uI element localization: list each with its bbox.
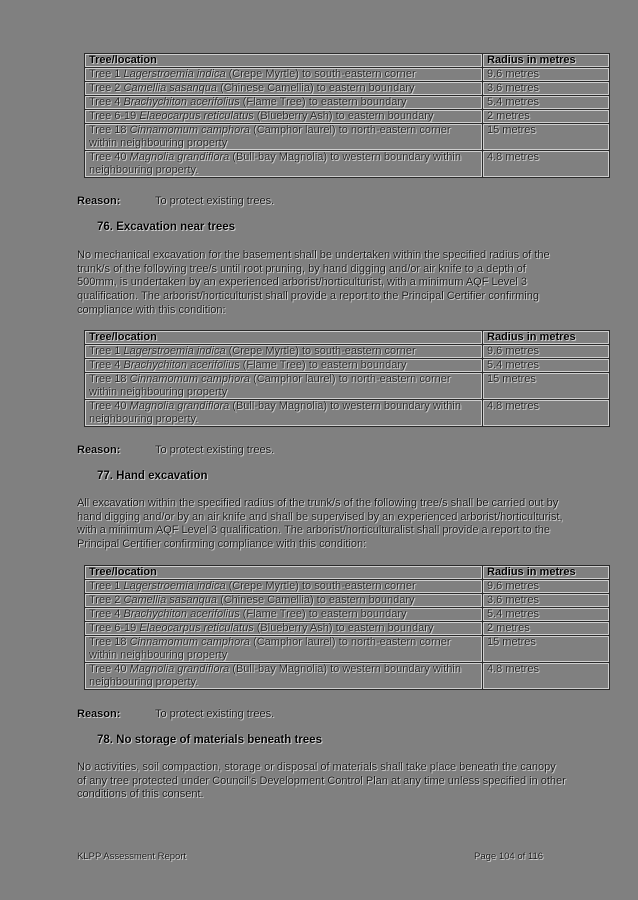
tree-id: Tree 1 (89, 345, 124, 357)
tree-location: (Flame Tree) to eastern boundary (239, 359, 407, 371)
radius-cell: 15 metres (483, 636, 610, 663)
column-header-tree-location: Tree/location (85, 566, 483, 580)
tree-location: (Bull-bay Magnolia) to western boundary within neighbouring property. (89, 663, 461, 688)
footer-page-number: Page 104 of 116 (474, 851, 544, 862)
radius-cell: 4.8 metres (483, 663, 610, 690)
scientific-name: Cinnamomum camphora (129, 636, 250, 648)
table-row (85, 110, 610, 124)
scientific-name: Elaeocarpus reticulatus (139, 622, 254, 634)
reason-line (77, 708, 274, 720)
column-header-tree-location: Tree/location (85, 331, 483, 345)
scientific-name: Magnolia grandiflora (129, 400, 230, 412)
table-row (85, 359, 610, 373)
scientific-name: Lagerstroemia indica (123, 68, 226, 80)
table-header-row (85, 54, 610, 68)
tree-id: Tree 4 (89, 359, 124, 371)
scientific-name: Brachychiton acerifolius (123, 96, 240, 108)
scientific-name: Cinnamomum camphora (129, 373, 250, 385)
scientific-name: Brachychiton acerifolius (123, 608, 240, 620)
reason-text: To protect existing trees. (155, 708, 275, 720)
scientific-name: Camellia sasanqua (123, 594, 218, 606)
table-row (85, 345, 610, 359)
table-header-row (85, 566, 610, 580)
tree-location: (Blueberry Ash) to eastern boundary (253, 110, 434, 122)
tree-id: Tree 6-19 (89, 622, 140, 634)
section-heading-78: 78. No storage of materials beneath trees (97, 734, 322, 746)
tree-id: Tree 18 (89, 636, 130, 648)
scientific-name: Lagerstroemia indica (123, 345, 226, 357)
radius-cell: 2 metres (483, 622, 610, 636)
scientific-name: Brachychiton acerifolius (123, 359, 240, 371)
section-heading-76: 76. Excavation near trees (97, 221, 236, 233)
tree-location: (Bull-bay Magnolia) to western boundary within neighbouring property. (89, 151, 461, 176)
table-row (85, 622, 610, 636)
reason-text: To protect existing trees. (155, 195, 275, 207)
table-row (85, 68, 610, 82)
tree-location: (Camphor laurel) to north-eastern corner within neighbouring property (89, 124, 451, 149)
tree-id: Tree 40 (89, 400, 130, 412)
tree-id: Tree 4 (89, 608, 124, 620)
table-row (85, 151, 610, 178)
radius-cell: 4.8 metres (483, 151, 610, 178)
reason-label: Reason: (77, 444, 121, 456)
tree-location: (Camphor laurel) to north-eastern corner within neighbouring property (89, 373, 451, 398)
footer-report-title: KLPP Assessment Report (77, 851, 187, 862)
tree-id: Tree 1 (89, 580, 124, 592)
scientific-name: Elaeocarpus reticulatus (139, 110, 254, 122)
radius-cell: 3.6 metres (483, 82, 610, 96)
table-row (85, 373, 610, 400)
tree-id: Tree 18 (89, 373, 130, 385)
table-row (85, 580, 610, 594)
tree-location: (Bull-bay Magnolia) to western boundary within neighbouring property. (89, 400, 461, 425)
table-row (85, 594, 610, 608)
table-row (85, 82, 610, 96)
tree-id: Tree 40 (89, 663, 130, 675)
section-body-77: All excavation within the specified radius of the trunk/s of the following tree/s shall be carried out by hand digging and/or by an air knife and shall be supervised by an experienced arborist/horticulturist, with a minimum AQF Level 3 qualification. The arborist/horticulturalist shall provide a report to the Principal Certifier confirming compliance with this condition: (77, 497, 563, 551)
table-row (85, 96, 610, 110)
tree-location: (Flame Tree) to eastern boundary (239, 96, 407, 108)
radius-cell: 15 metres (483, 124, 610, 151)
tree-location: (Crepe Myrtle) to south-eastern corner (225, 68, 416, 80)
tree-radius-table-2 (84, 330, 610, 427)
table-row (85, 636, 610, 663)
tree-location: (Camphor laurel) to north-eastern corner within neighbouring property (89, 636, 451, 661)
section-body-78: No activities, soil compaction, storage or disposal of materials shall take place beneath the canopy of any tree protected under Council's Development Control Plan at any time unless specified in other conditions of this consent. (77, 761, 566, 801)
column-header-tree-location: Tree/location (85, 54, 483, 68)
tree-id: Tree 40 (89, 151, 130, 163)
reason-text: To protect existing trees. (155, 444, 275, 456)
tree-location: (Chinese Camellia) to eastern boundary (217, 594, 415, 606)
radius-cell: 9.6 metres (483, 68, 610, 82)
section-heading-77: 77. Hand excavation (97, 470, 208, 482)
table-row (85, 663, 610, 690)
table-header-row (85, 331, 610, 345)
scientific-name: Camellia sasanqua (123, 82, 218, 94)
radius-cell: 5.4 metres (483, 359, 610, 373)
scientific-name: Magnolia grandiflora (129, 663, 230, 675)
column-header-radius: Radius in metres (483, 566, 610, 580)
table-row (85, 124, 610, 151)
reason-line (77, 444, 274, 456)
reason-label: Reason: (77, 708, 121, 720)
radius-cell: 9.6 metres (483, 580, 610, 594)
radius-cell: 15 metres (483, 373, 610, 400)
tree-location: (Chinese Camellia) to eastern boundary (217, 82, 415, 94)
table-row (85, 400, 610, 427)
radius-cell: 3.6 metres (483, 594, 610, 608)
radius-cell: 4.8 metres (483, 400, 610, 427)
radius-cell: 2 metres (483, 110, 610, 124)
tree-radius-table-3 (84, 565, 610, 690)
scientific-name: Cinnamomum camphora (129, 124, 250, 136)
radius-cell: 5.4 metres (483, 608, 610, 622)
tree-location: (Flame Tree) to eastern boundary (239, 608, 407, 620)
scientific-name: Lagerstroemia indica (123, 580, 226, 592)
table-row (85, 608, 610, 622)
column-header-radius: Radius in metres (483, 331, 610, 345)
reason-line (77, 195, 274, 207)
section-body-76: No mechanical excavation for the basement shall be undertaken within the specified radius of the trunk/s of the following tree/s until root pruning, by hand digging and/or air knife to a depth of 500mm, is undertaken by an experienced arborist/horticulturist, with a minimum AQF Level 3 qualification. The arborist/horticulturist shall provide a report to the Principal Certifier confirming compliance with this condition: (77, 249, 550, 316)
tree-radius-table-1 (84, 53, 610, 178)
scientific-name: Magnolia grandiflora (129, 151, 230, 163)
tree-id: Tree 1 (89, 68, 124, 80)
reason-label: Reason: (77, 195, 121, 207)
column-header-radius: Radius in metres (483, 54, 610, 68)
tree-id: Tree 2 (89, 594, 124, 606)
tree-location: (Blueberry Ash) to eastern boundary (253, 622, 434, 634)
radius-cell: 5.4 metres (483, 96, 610, 110)
radius-cell: 9.6 metres (483, 345, 610, 359)
tree-id: Tree 18 (89, 124, 130, 136)
tree-id: Tree 2 (89, 82, 124, 94)
tree-id: Tree 6-19 (89, 110, 140, 122)
tree-id: Tree 4 (89, 96, 124, 108)
tree-location: (Crepe Myrtle) to south-eastern corner (225, 580, 416, 592)
tree-location: (Crepe Myrtle) to south-eastern corner (225, 345, 416, 357)
